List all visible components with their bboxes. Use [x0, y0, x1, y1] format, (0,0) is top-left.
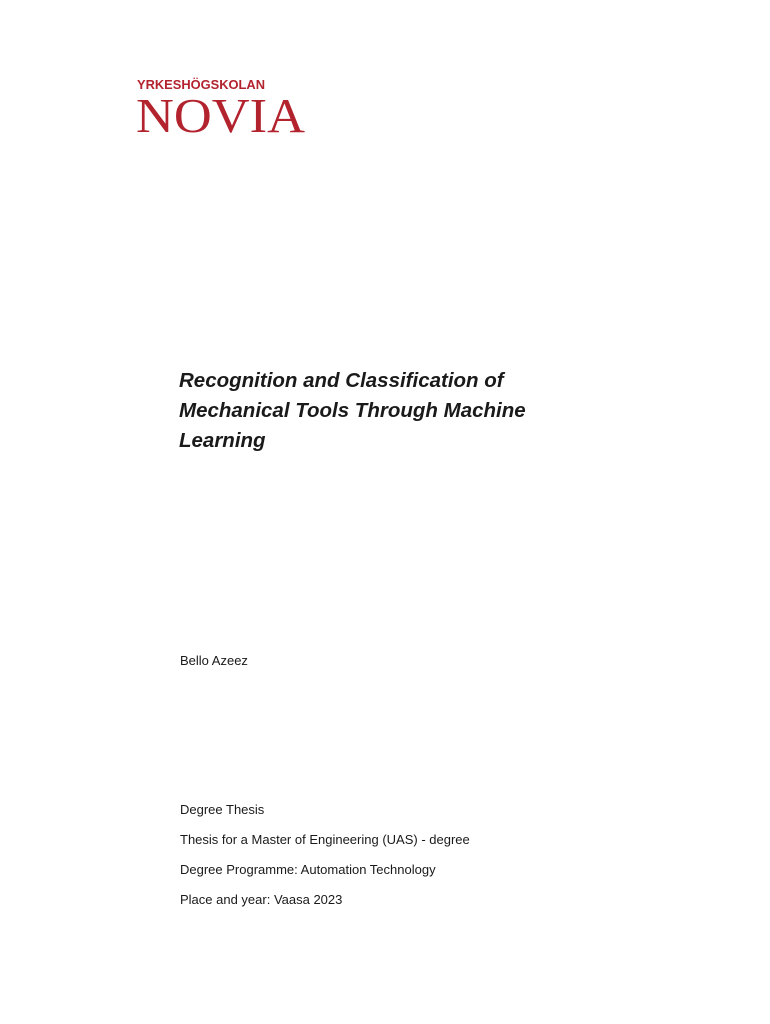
- place-and-year: Place and year: Vaasa 2023: [180, 892, 343, 907]
- thesis-title-line: Mechanical Tools Through Machine: [179, 399, 526, 422]
- degree-programme: Degree Programme: Automation Technology: [180, 862, 436, 877]
- novia-logo-graphic: [136, 76, 308, 143]
- novia-logo: [136, 76, 308, 143]
- thesis-details: [180, 801, 470, 921]
- logo-subtitle: YRKESHÖGSKOLAN: [137, 78, 262, 92]
- degree-level: Thesis for a Master of Engineering (UAS) - degree: [180, 832, 470, 847]
- thesis-title: [179, 366, 599, 456]
- degree-type: Degree Thesis: [180, 802, 265, 817]
- thesis-title-line: Recognition and Classification of: [179, 369, 504, 392]
- thesis-title-line: Learning: [179, 429, 266, 452]
- author-name: Bello Azeez: [180, 653, 248, 668]
- logo-name: NOVIA: [136, 88, 306, 143]
